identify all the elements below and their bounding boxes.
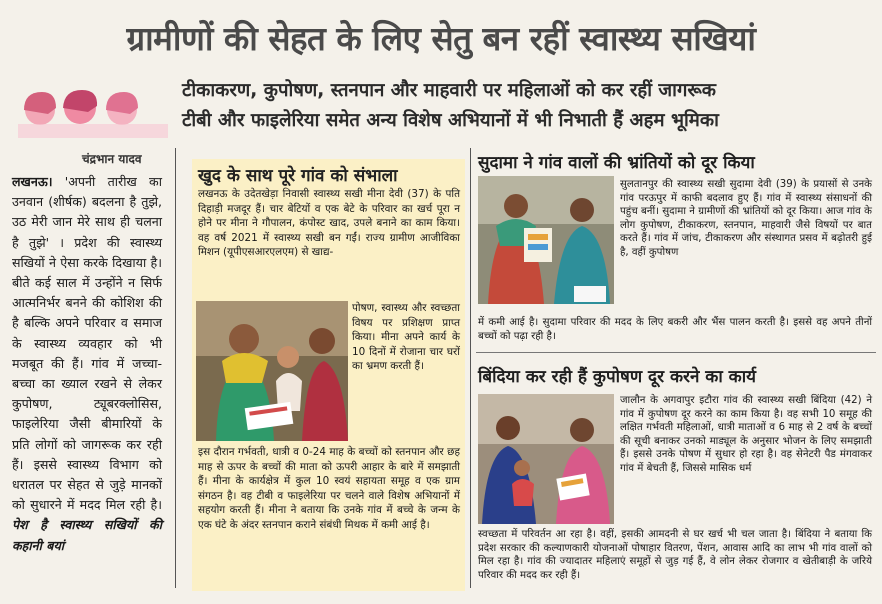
photo-bindiya-with-mother-child xyxy=(478,394,614,524)
headline: ग्रामीणों की सेहत के लिए सेतु बन रहीं स्वास्थ्य सखियां xyxy=(126,18,756,58)
story-meena-box xyxy=(192,159,465,591)
photo-meena-with-child xyxy=(196,301,348,441)
story-sudama-text-bottom: में कमी आई है। सुदामा परिवार की मदद के लिए बकरी और भैंस पालन करती है। इससे वह अपने तीनों बच्चों को पढ़ा रही है। xyxy=(478,317,872,342)
intro-tagline: पेश है स्वास्थ्य सखियों की कहानी बयां xyxy=(12,517,162,553)
story-meena-text-side: पोषण, स्वास्थ्य और स्वच्छता विषय पर प्रशिक्षण प्राप्त किया। मीना अपने कार्य के 10 दिनों में रोजाना चार घरों का भ्रमण करती हैं। xyxy=(352,302,460,373)
subheadline-line-1: टीकाकरण, कुपोषण, स्तनपान और माहवारी पर महिलाओं को कर रहीं जागरूक xyxy=(182,80,716,101)
dateline: लखनऊ। xyxy=(12,174,53,189)
subheadline-line-2: टीबी और फाइलेरिया समेत अन्य विशेष अभियानों में भी निभाती हैं अहम भूमिका xyxy=(182,110,719,131)
subheadline xyxy=(182,76,877,136)
intro-column xyxy=(12,172,162,556)
story-bindiya-text-bottom: स्वच्छता में परिवर्तन आ रहा है। वहीं, इसकी आमदनी से घर खर्च भी चल जाता है। बिंदिया ने बताया कि प्रदेश सरकार की कल्याणकारी योजनाओं पोषाहार वितरण, पेंशन, आवास आदि का लाभ भी गांव वालों को मिल रहा है। गांव की ज्यादातर महिलाएं समूहों से जुड़ गई हैं, वे लोन लेकर रोजगार व खेतीबाड़ी के जरिये परिवार की मदद कर रही हैं। xyxy=(478,529,872,581)
intro-body: 'अपनी तारीख का उनवान (शीर्षक) बदलना है तुझे, उठ मेरी जान मेरे साथ ही चलना है तुझे' । प्रदेश की स्वास्थ्य सखियों ने ऐसा करके दिखाया है। बीते कई साल में उन्होंने न सिर्फ आत्मनिर्भर बनने की कोशिश की है बल्कि अपने परिवार व समाज के स्वास्थ्य व्यवहार को भी मजबूत की हैं। गांव में जच्चा-बच्चा का ख्याल रखने से लेकर कुपोषण, ट्यूबरक्लोसिस, फाइलेरिया जैसी बीमारियों के प्रति लोगों को जागरूक कर रही हैं। इससे स्वास्थ्य विभाग को धरातल पर सेहत से जुड़े मानकों को सुधारने में मदद मिल रही है। xyxy=(12,174,162,513)
section-divider xyxy=(476,352,876,353)
photo-sudama-with-women xyxy=(478,176,614,304)
headline-bar xyxy=(0,0,882,74)
story-meena-title: खुद के साथ पूरे गांव को संभाला xyxy=(198,166,398,186)
story-sudama-text-side: सुलतानपुर की स्वास्थ्य सखी सुदामा देवी (39) के प्रयासों से उनके गांव परऊपुर में काफी बदलाव हुए हैं। गांव में स्वास्थ्य संसाधनों की पहुंच बनीं। सुदामा ने ग्रामीणों की भ्रांतियों को दूर किया। आज गांव के लोग कुपोषण, टीकाकरण, स्तनपान, माहवारी जैसे विषयों पर बात करते हैं। गांव में जांच, टीकाकरण और संस्थागत प्रसव में बढ़ोतरी हुई है, वहीं कुपोषण xyxy=(620,179,872,258)
story-sudama-title: सुदामा ने गांव वालों की भ्रांतियों को दूर किया xyxy=(478,153,755,173)
byline: चंद्रभान यादव xyxy=(82,152,142,166)
women-silhouette-graphic xyxy=(18,84,168,138)
story-bindiya-text-side: जालौन के अगवापुर इटौरा गांव की स्वास्थ्य सखी बिंदिया (42) ने गांव में कुपोषण दूर करने का काम किया है। वह सभी 10 समूह की लक्षित गर्भवती महिलाओं, धात्री माताओं व 6 माह से 2 वर्ष के बच्चों की सूची बनाकर उनको माड्यूल के अनुसार भोजन के लिए समझाती हैं। इससे उनके पोषण में सुधार हो रहा है। वह सेनेटरी पैड मंगवाकर गांव में बेचती हैं, जिससे मासिक धर्म xyxy=(620,395,872,474)
story-meena-text-top: लखनऊ के उदेतखेड़ा निवासी स्वास्थ्य सखी मीना देवी (37) के पति दिहाड़ी मजदूर हैं। चार बेटियों व एक बेटे के परिवार का खर्च पूरा न होने पर मीना ने गौपालन, कंपोस्ट खाद, उपले बनाने का काम किया। वह वर्ष 2021 में स्वास्थ्य सखी बन गईं। राज्य ग्रामीण आजीविका मिशन (यूपीएसआरएलएम) से खाद्य- xyxy=(198,188,460,259)
story-meena-text-bottom: इस दौरान गर्भवती, धात्री व 0-24 माह के बच्चों को स्तनपान और छह माह से ऊपर के बच्चों की माता को ऊपरी आहार के बारे में समझाती हैं। मीना के कार्यक्षेत्र में कुल 10 स्वयं सहायता समूह व एक ग्राम संगठन है। वह टीबी व फाइलेरिया पर चलने वाले विशेष अभियानों में सहयोग करती हैं। मीना ने बताया कि उनके गांव में बच्चे के जन्म के एक घंटे के अंदर स्तनपान कराने संबंधी मिथक में कमी आई है। xyxy=(198,446,460,531)
column-divider xyxy=(175,148,176,588)
column-divider xyxy=(470,148,471,588)
story-bindiya-title: बिंदिया कर रही हैं कुपोषण दूर करने का कार्य xyxy=(478,367,757,387)
